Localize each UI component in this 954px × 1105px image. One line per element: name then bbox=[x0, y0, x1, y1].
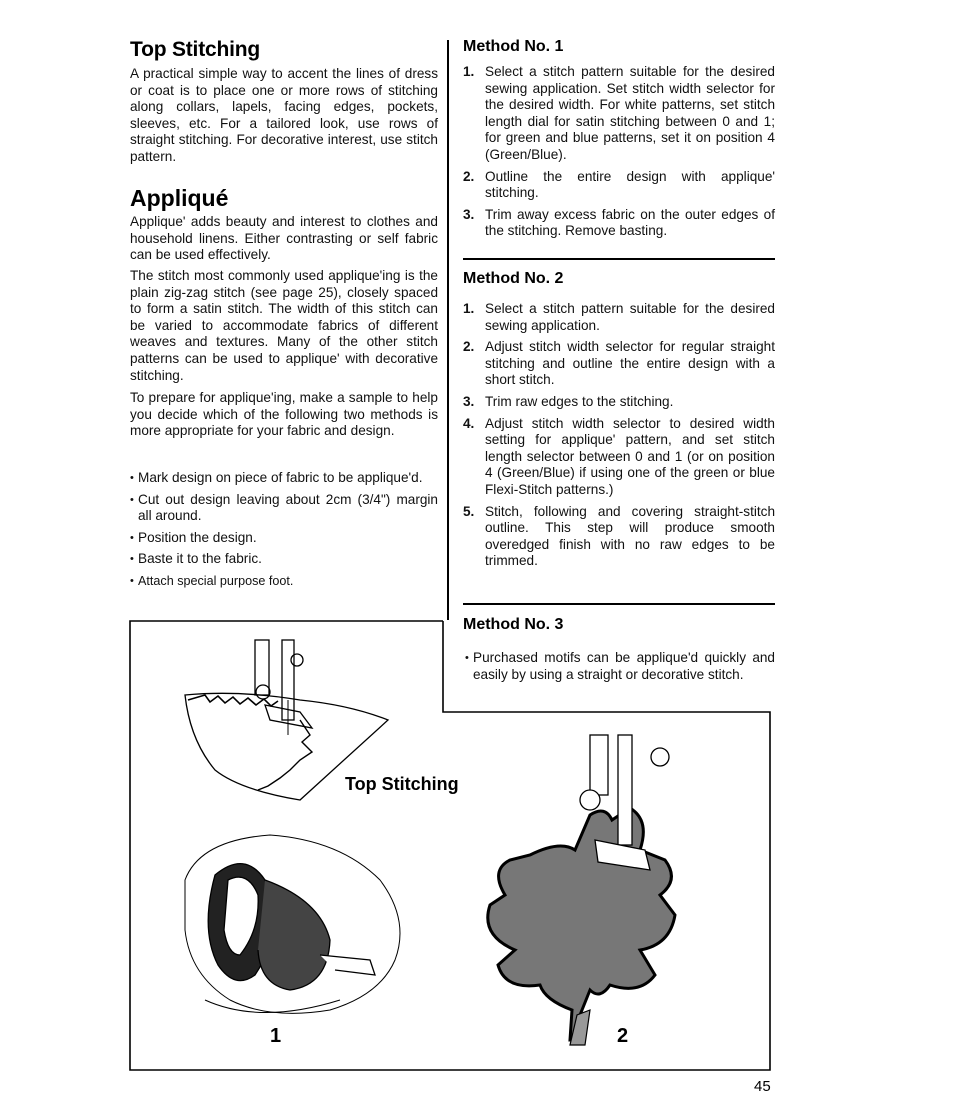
top-stitching-body: A practical simple way to accent the lines of dress or coat is to place one or more rows of stitching along collars, lapels, facing edges, pockets, sleeves, etc. For a tailored look, use rows of straight stitching. For decorative interest, use stitch pattern. bbox=[130, 66, 438, 164]
step-number: 2. bbox=[463, 339, 475, 355]
applique-para-2: The stitch most commonly used applique'ing is the plain zig-zag stitch (see page 25), closely spaced to form a satin stitch. The width of this stitch can be varied to accommodate fabrics of different weaves and textures. Many of the other stitch patterns can be used to applique' with decorative stitching. bbox=[130, 268, 438, 383]
step-number: 1. bbox=[463, 301, 475, 316]
leaf-motif-icon bbox=[185, 835, 400, 1013]
list-item: • Mark design on piece of fabric to be applique'd. bbox=[130, 470, 438, 487]
list-item: • Position the design. bbox=[130, 530, 438, 547]
step-text: Adjust stitch width selector for regular straight stitching and outline the entire design with a short stitch. bbox=[485, 339, 775, 388]
step-number: 4. bbox=[463, 415, 475, 431]
step-number: 1. bbox=[463, 64, 475, 79]
step-text: Trim raw edges to the stitching. bbox=[485, 393, 674, 409]
step-text: Stitch, following and covering straight-stitch outline. This step will produce smooth overedged finish with no raw edges to be trimmed. bbox=[485, 503, 775, 569]
heading-method-1: Method No. 1 bbox=[463, 38, 564, 55]
list-item: • Attach special purpose foot. bbox=[130, 573, 438, 590]
page-number: 45 bbox=[754, 1078, 771, 1095]
step-text: Outline the entire design with applique' stitching. bbox=[485, 168, 775, 201]
applique-para-1: Applique' adds beauty and interest to clothes and household linens. Either contrasting or self fabric can be used effectively. bbox=[130, 214, 438, 263]
list-item: • Baste it to the fabric. bbox=[130, 551, 438, 568]
step-text: Select a stitch pattern suitable for the desired sewing application. Set stitch width selector for the desired width. For white patterns, set stitch length dial for satin stitching between 0 and 1; for green and blue patterns, set it on position 4 (Green/Blue). bbox=[485, 64, 775, 162]
figure-label-1: 1 bbox=[270, 1025, 282, 1047]
list-item: • Cut out design leaving about 2cm (3/4") margin all around. bbox=[130, 492, 438, 525]
heading-applique: Appliqué bbox=[130, 185, 229, 211]
heading-method-3: Method No. 3 bbox=[463, 616, 564, 633]
heading-method-2: Method No. 2 bbox=[463, 270, 564, 287]
maple-leaf-icon bbox=[488, 735, 675, 1045]
step-number: 3. bbox=[463, 393, 475, 409]
step-number: 2. bbox=[463, 168, 475, 184]
figure-caption: Top Stitching bbox=[345, 774, 459, 794]
list-item: • Purchased motifs can be applique'd quickly and easily by using a straight or decorative stitch. bbox=[465, 650, 775, 683]
step-number: 5. bbox=[463, 503, 475, 519]
figure-frame bbox=[130, 621, 770, 1070]
heading-top-stitching: Top Stitching bbox=[130, 38, 260, 61]
step-text: Adjust stitch width selector to desired width setting for applique' pattern, and set stitch length selector between 0 and 1 (or on position 4 (Green/Blue) if using one of the green or blue Flexi-Stitch patterns.) bbox=[485, 415, 775, 497]
step-text: Select a stitch pattern suitable for the desired sewing application. bbox=[485, 301, 775, 333]
figure-label-2: 2 bbox=[617, 1025, 629, 1047]
applique-para-3: To prepare for applique'ing, make a sample to help you decide which of the following two methods is more appropriate for your fabric and design. bbox=[130, 390, 438, 439]
step-number: 3. bbox=[463, 206, 475, 222]
step-text: Trim away excess fabric on the outer edges of the stitching. Remove basting. bbox=[485, 206, 775, 239]
